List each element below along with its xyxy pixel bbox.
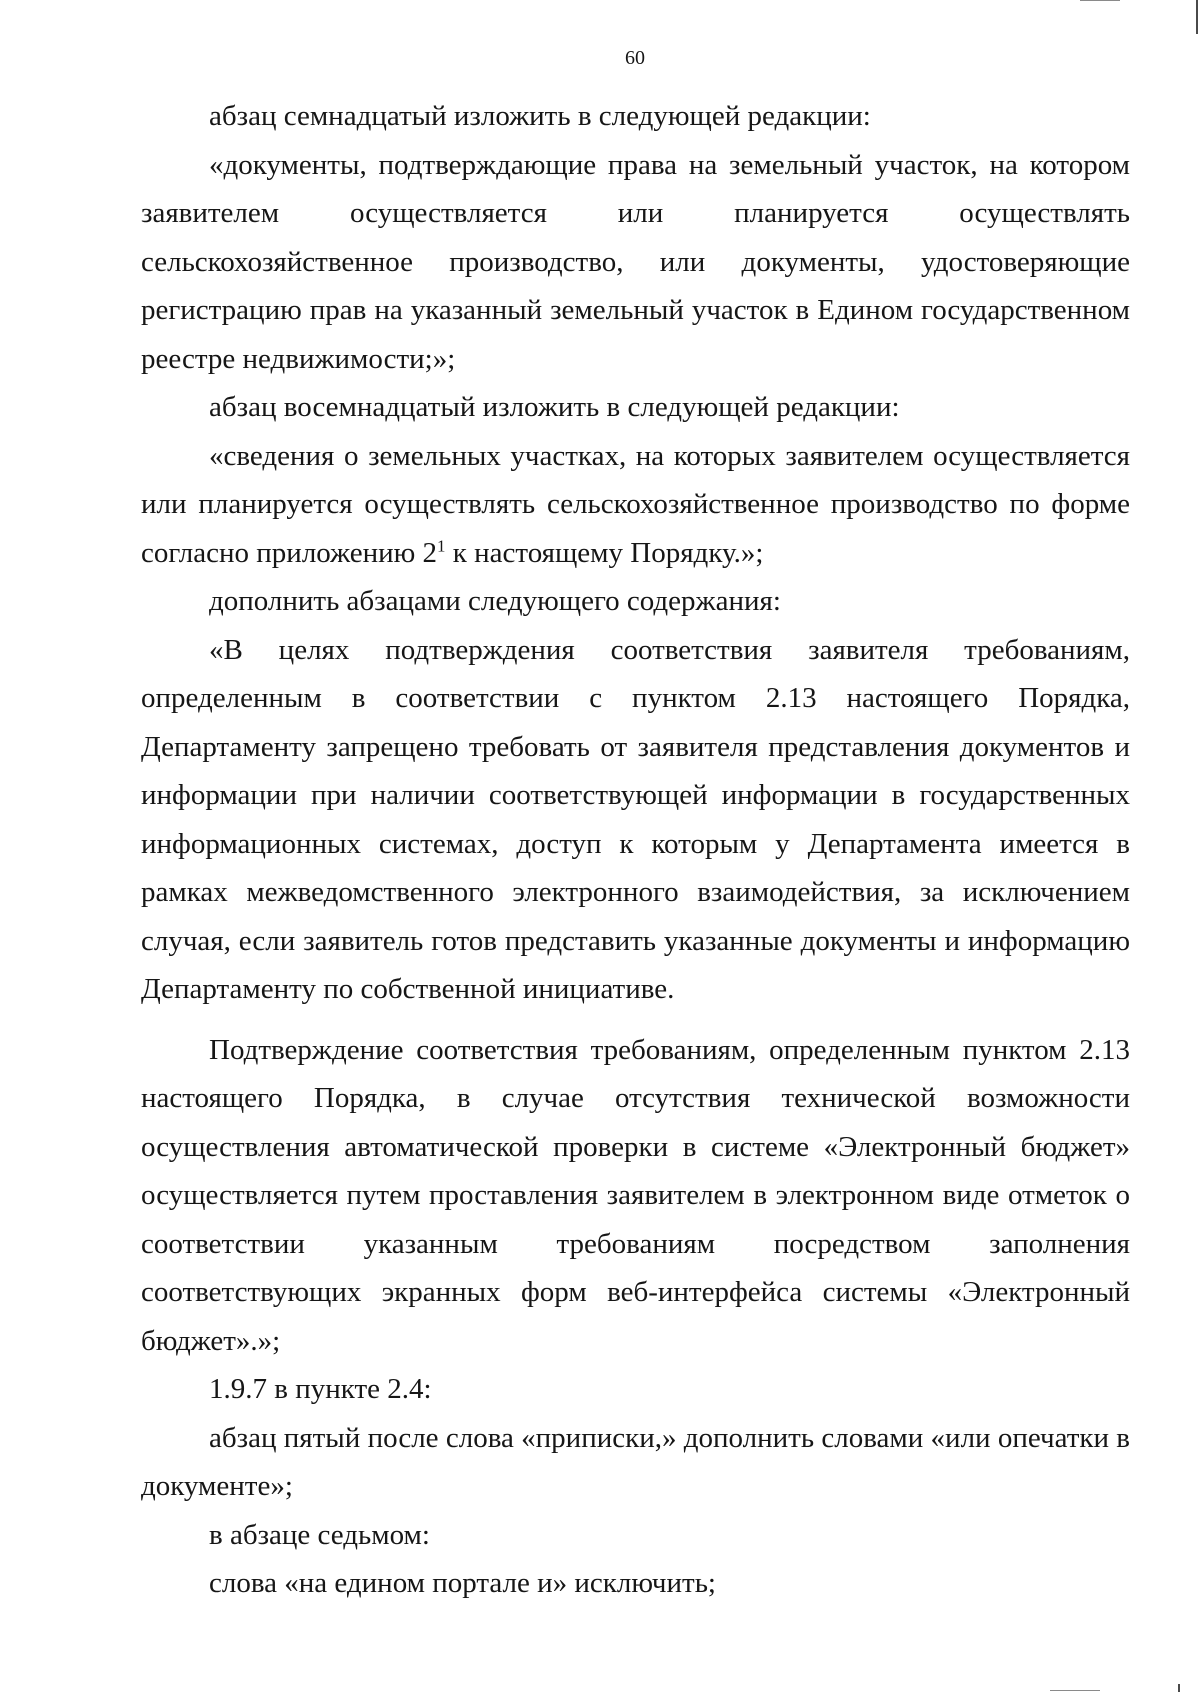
scan-edge-mark <box>1178 1684 1180 1692</box>
paragraph: абзац восемнадцатый изложить в следующей редакции: <box>209 391 900 423</box>
paragraph-text: «сведения о земельных участках, на которых заявителем осуществляется или планируется осуществлять сельскохозяйственное производство по форме согласно приложению 2 <box>141 439 1130 569</box>
paragraph: «В целях подтверждения соответствия заявителя требованиям, определенным в соответствии с пунктом 2.13 настоящего Порядка, Департаменту запрещено требовать от заявителя представления документов и информации при наличии соответствующей информации в государственных информационных системах, доступ к которым у Департамента имеется в рамках межведомственного электронного взаимодействия, за исключением случая, если заявитель готов представить указанные документы и информацию Департаменту по собственной инициативе. <box>141 633 1130 1005</box>
paragraph: слова «на едином портале и» исключить; <box>209 1567 716 1599</box>
paragraph-text: к настоящему Порядку.»; <box>445 536 764 569</box>
paragraph: 1.9.7 в пункте 2.4: <box>209 1373 432 1405</box>
page-number: 60 <box>625 47 645 69</box>
paragraph: абзац пятый после слова «приписки,» дополнить словами «или опечатки в документе»; <box>141 1421 1130 1502</box>
document-body <box>141 92 1130 1608</box>
scan-edge-mark <box>1196 0 1198 34</box>
paragraph <box>141 432 1130 578</box>
paragraph: «документы, подтверждающие права на земельный участок, на котором заявителем осуществляется или планируется осуществлять сельскохозяйственное производство, или документы, удостоверяющие регистрацию прав на указанный земельный участок в Едином государственном реестре недвижимости;»; <box>141 148 1130 375</box>
scan-edge-mark <box>1050 1690 1100 1691</box>
paragraph: абзац семнадцатый изложить в следующей редакции: <box>209 100 871 132</box>
paragraph: Подтверждение соответствия требованиям, определенным пунктом 2.13 настоящего Порядка, в случае отсутствия технической возможности осуществления автоматической проверки в системе «Электронный бюджет» осуществляется путем проставления заявителем в электронном виде отметок о соответствии указанным требованиям посредством заполнения соответствующих экранных форм веб-интерфейса системы «Электронный бюджет».»; <box>141 1033 1130 1357</box>
scan-edge-mark <box>1080 0 1120 1</box>
paragraph: в абзаце седьмом: <box>209 1518 430 1551</box>
superscript: 1 <box>437 535 446 555</box>
paragraph: дополнить абзацами следующего содержания: <box>209 585 781 617</box>
